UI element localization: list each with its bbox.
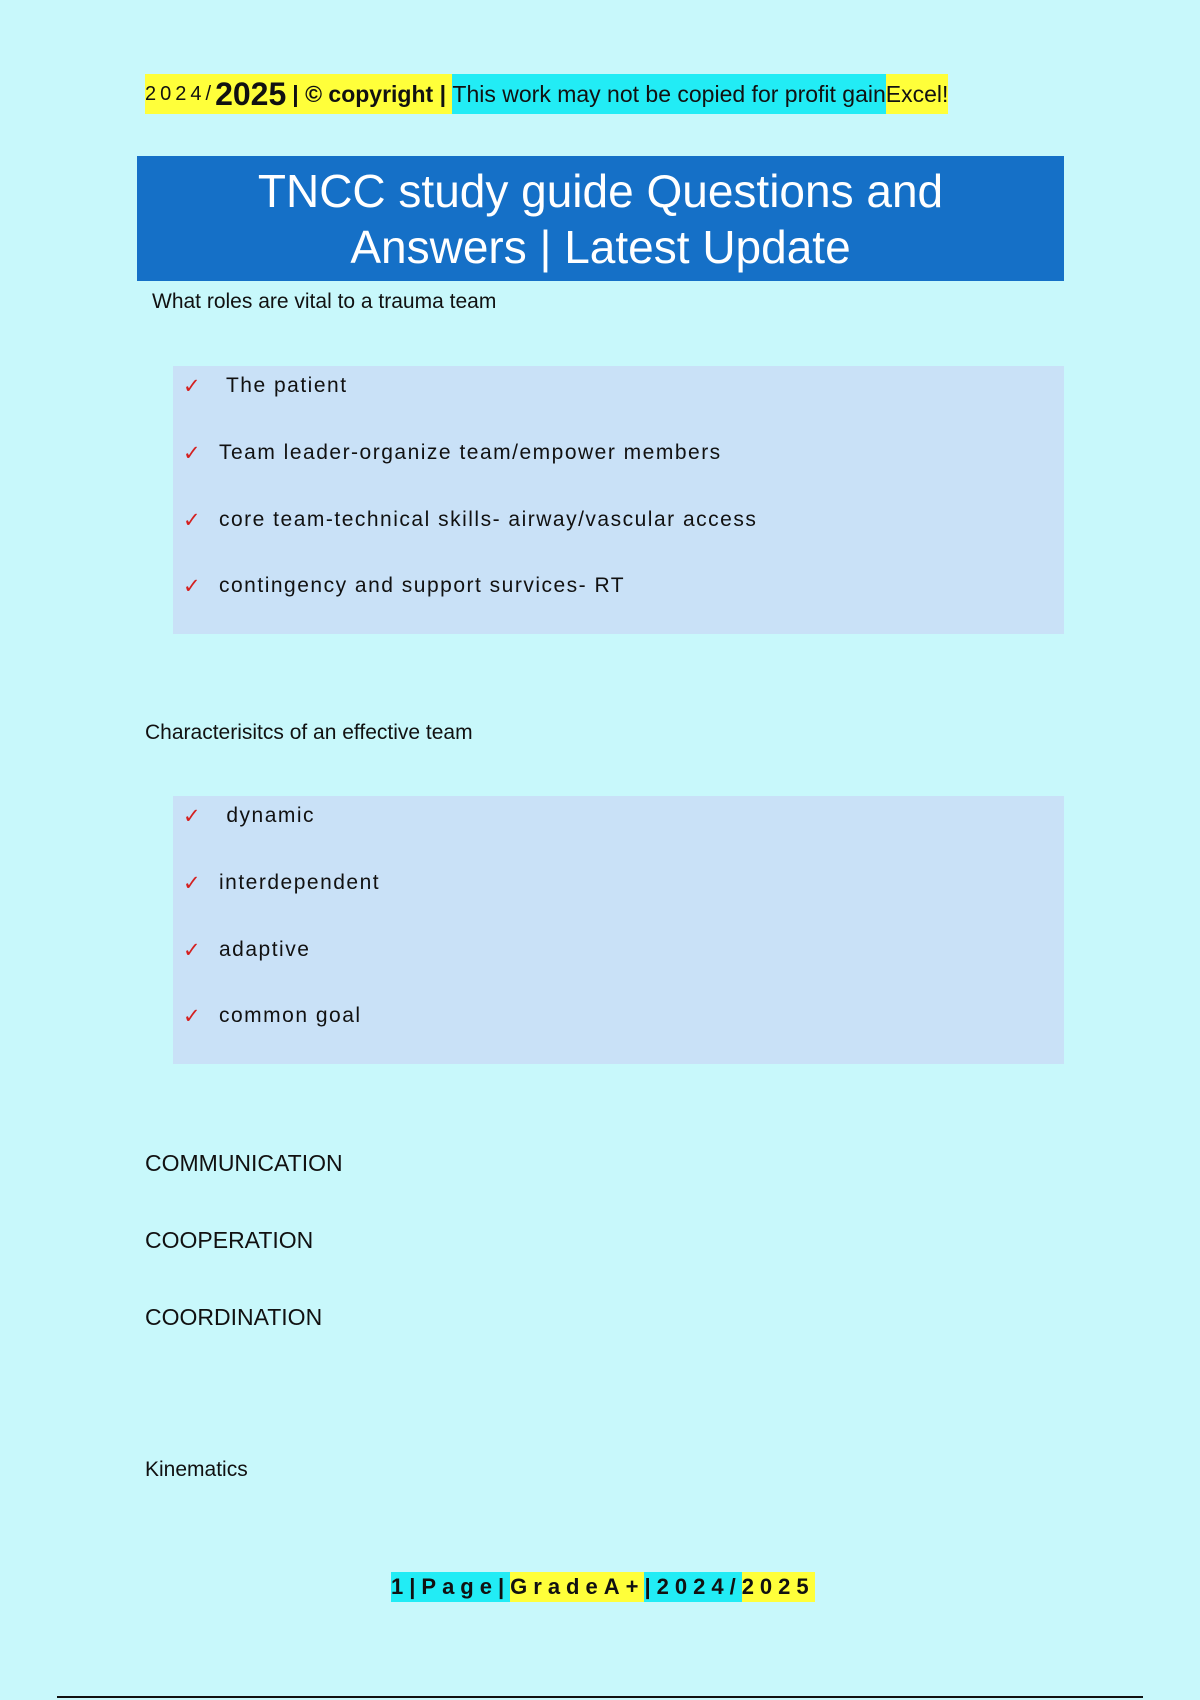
answer-text: contingency and support survices- RT [219, 574, 626, 597]
check-icon: ✓ [183, 574, 203, 598]
check-icon: ✓ [183, 374, 203, 398]
footer-grade: GradeA+ [510, 1572, 644, 1602]
page-title: TNCC study guide Questions and Answers | Latest Update [257, 164, 944, 273]
check-icon: ✓ [183, 1004, 203, 1028]
list-item [183, 508, 757, 532]
list-item [183, 804, 315, 828]
check-icon: ✓ [183, 441, 203, 465]
header-notice: This work may not be copied for profit gain [452, 74, 885, 114]
footer-year-2: 2025 [742, 1572, 815, 1602]
check-icon: ✓ [183, 804, 203, 828]
answer-text: adaptive [219, 938, 311, 961]
answer-text: The patient [219, 374, 348, 397]
answer-text: common goal [219, 1004, 362, 1027]
title-banner [137, 156, 1064, 281]
question-2: Characterisitcs of an effective team [145, 721, 473, 744]
header-year-spaced: 2024/ [145, 82, 216, 105]
check-icon: ✓ [183, 871, 203, 895]
question-1: What roles are vital to a trauma team [152, 290, 497, 313]
header-brand: Excel! [886, 74, 949, 114]
topic-kinematics: Kinematics [145, 1458, 248, 1481]
list-item [183, 374, 348, 398]
answer-box-2 [173, 796, 1064, 1064]
page-footer [391, 1572, 815, 1602]
footer-year-1: |2024/ [644, 1572, 741, 1602]
check-icon: ✓ [183, 938, 203, 962]
header-year-big: 2025 [215, 75, 287, 112]
footer-page: 1|Page| [391, 1572, 510, 1602]
list-item [183, 871, 380, 895]
answer-text: Team leader-organize team/empower members [219, 441, 722, 464]
answer-box-1 [173, 366, 1064, 634]
header-year-highlight [145, 74, 452, 114]
header-copyright: | © copyright | [292, 80, 447, 107]
list-item [183, 441, 722, 465]
list-item [183, 938, 310, 962]
answer-text: core team-technical skills- airway/vascular access [219, 508, 758, 531]
answer-text: dynamic [219, 804, 316, 827]
list-item [183, 1004, 362, 1028]
answer-text: interdependent [219, 871, 381, 894]
check-icon: ✓ [183, 508, 203, 532]
keyword-cooperation: COOPERATION [145, 1227, 314, 1253]
copyright-header [145, 74, 948, 114]
keyword-communication: COMMUNICATION [145, 1150, 343, 1176]
bottom-divider [57, 1696, 1143, 1698]
list-item [183, 574, 625, 598]
keyword-coordination: COORDINATION [145, 1304, 323, 1330]
